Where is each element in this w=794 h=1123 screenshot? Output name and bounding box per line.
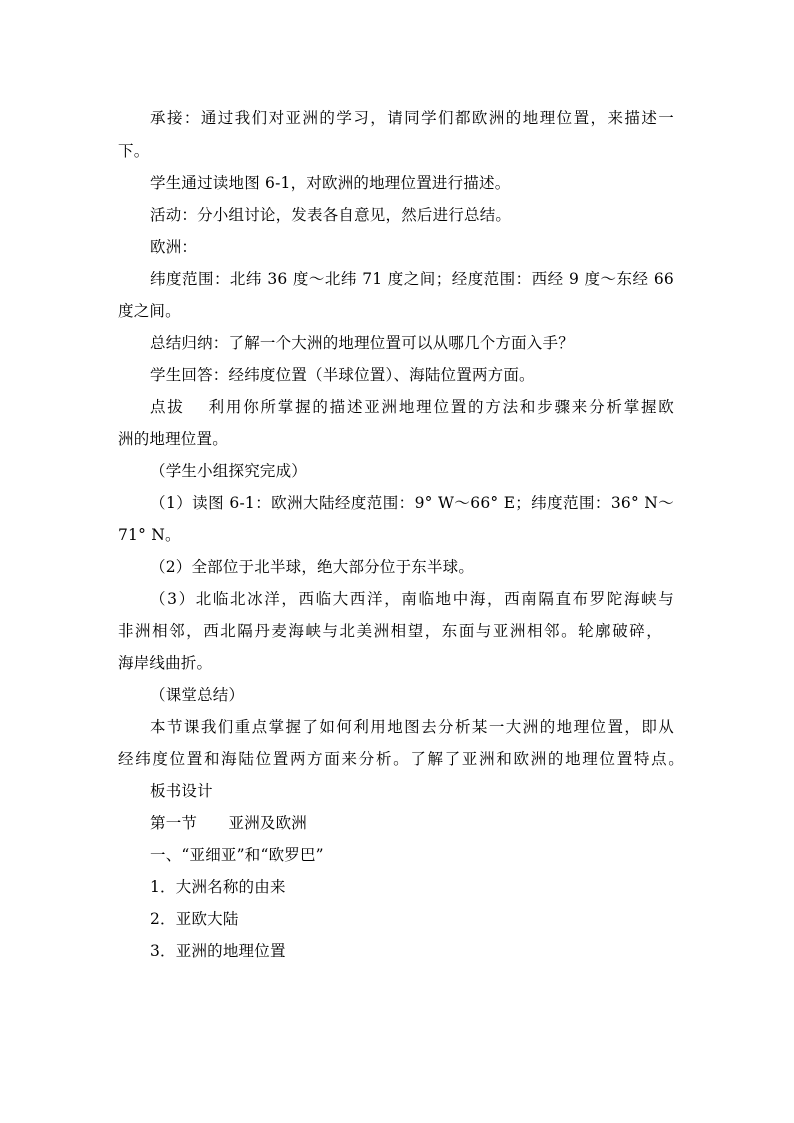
- paragraph-summary-question: 总结归纳：了解一个大洲的地理位置可以从哪几个方面入手？: [150, 334, 574, 352]
- paragraph-item-3-line-3: 海岸线曲折。: [118, 654, 213, 672]
- paragraph-outline-item-2: 2．亚欧大陆: [150, 910, 239, 928]
- paragraph-latitude-range-line-1: 纬度范围：北纬 36 度～北纬 71 度之间；经度范围：西经 9 度～东经 66: [150, 270, 674, 288]
- paragraph-item-3-line-2: 非洲相邻，西北隔丹麦海峡与北美洲相望，东面与亚洲相邻。轮廓破碎，: [118, 622, 662, 640]
- paragraph-item-3-line-1: （3）北临北冰洋，西临大西洋，南临地中海，西南隔直布罗陀海峡与: [150, 590, 674, 608]
- paragraph-section-title: 第一节 亚洲及欧洲: [150, 814, 308, 832]
- paragraph-hint-line-1: 点拔 利用你所掌握的描述亚洲地理位置的方法和步骤来分析掌握欧: [150, 398, 674, 416]
- paragraph-class-summary-line-1: 本节课我们重点掌握了如何利用地图去分析某一大洲的地理位置，即从: [150, 718, 674, 736]
- paragraph-item-1-line-1: （1）读图 6-1：欧洲大陆经度范围：9° W～66° E；纬度范围：36° N～: [150, 494, 674, 512]
- paragraph-item-2: （2）全部位于北半球，绝大部分位于东半球。: [150, 558, 475, 576]
- paragraph-item-1-line-2: 71° N。: [118, 526, 181, 544]
- paragraph-europe-heading: 欧洲：: [150, 238, 198, 256]
- paragraph-class-summary-heading: （课堂总结）: [150, 686, 245, 704]
- paragraph-board-design: 板书设计: [150, 782, 213, 800]
- paragraph-hint-line-2: 洲的地理位置。: [118, 430, 228, 448]
- paragraph-activity: 活动：分小组讨论，发表各自意见，然后进行总结。: [150, 206, 512, 224]
- paragraph-group-inquiry: （学生小组探究完成）: [150, 462, 308, 480]
- paragraph-student-answer: 学生回答：经纬度位置（半球位置）、海陆位置两方面。: [150, 366, 535, 384]
- paragraph-outline-heading: 一、“亚细亚”和“欧罗巴”: [150, 846, 324, 864]
- paragraph-student-reading: 学生通过读地图 6-1，对欧洲的地理位置进行描述。: [150, 174, 511, 192]
- paragraph-outline-item-1: 1．大洲名称的由来: [150, 878, 286, 896]
- paragraph-transition-line-2: 下。: [118, 142, 150, 160]
- paragraph-transition-line-1: 承接：通过我们对亚洲的学习，请同学们都欧洲的地理位置，来描述一: [150, 109, 674, 127]
- paragraph-class-summary-line-2: 经纬度位置和海陆位置两方面来分析。了解了亚洲和欧洲的地理位置特点。: [118, 750, 684, 768]
- paragraph-latitude-range-line-2: 度之间。: [118, 302, 181, 320]
- paragraph-outline-item-3: 3．亚洲的地理位置: [150, 942, 286, 960]
